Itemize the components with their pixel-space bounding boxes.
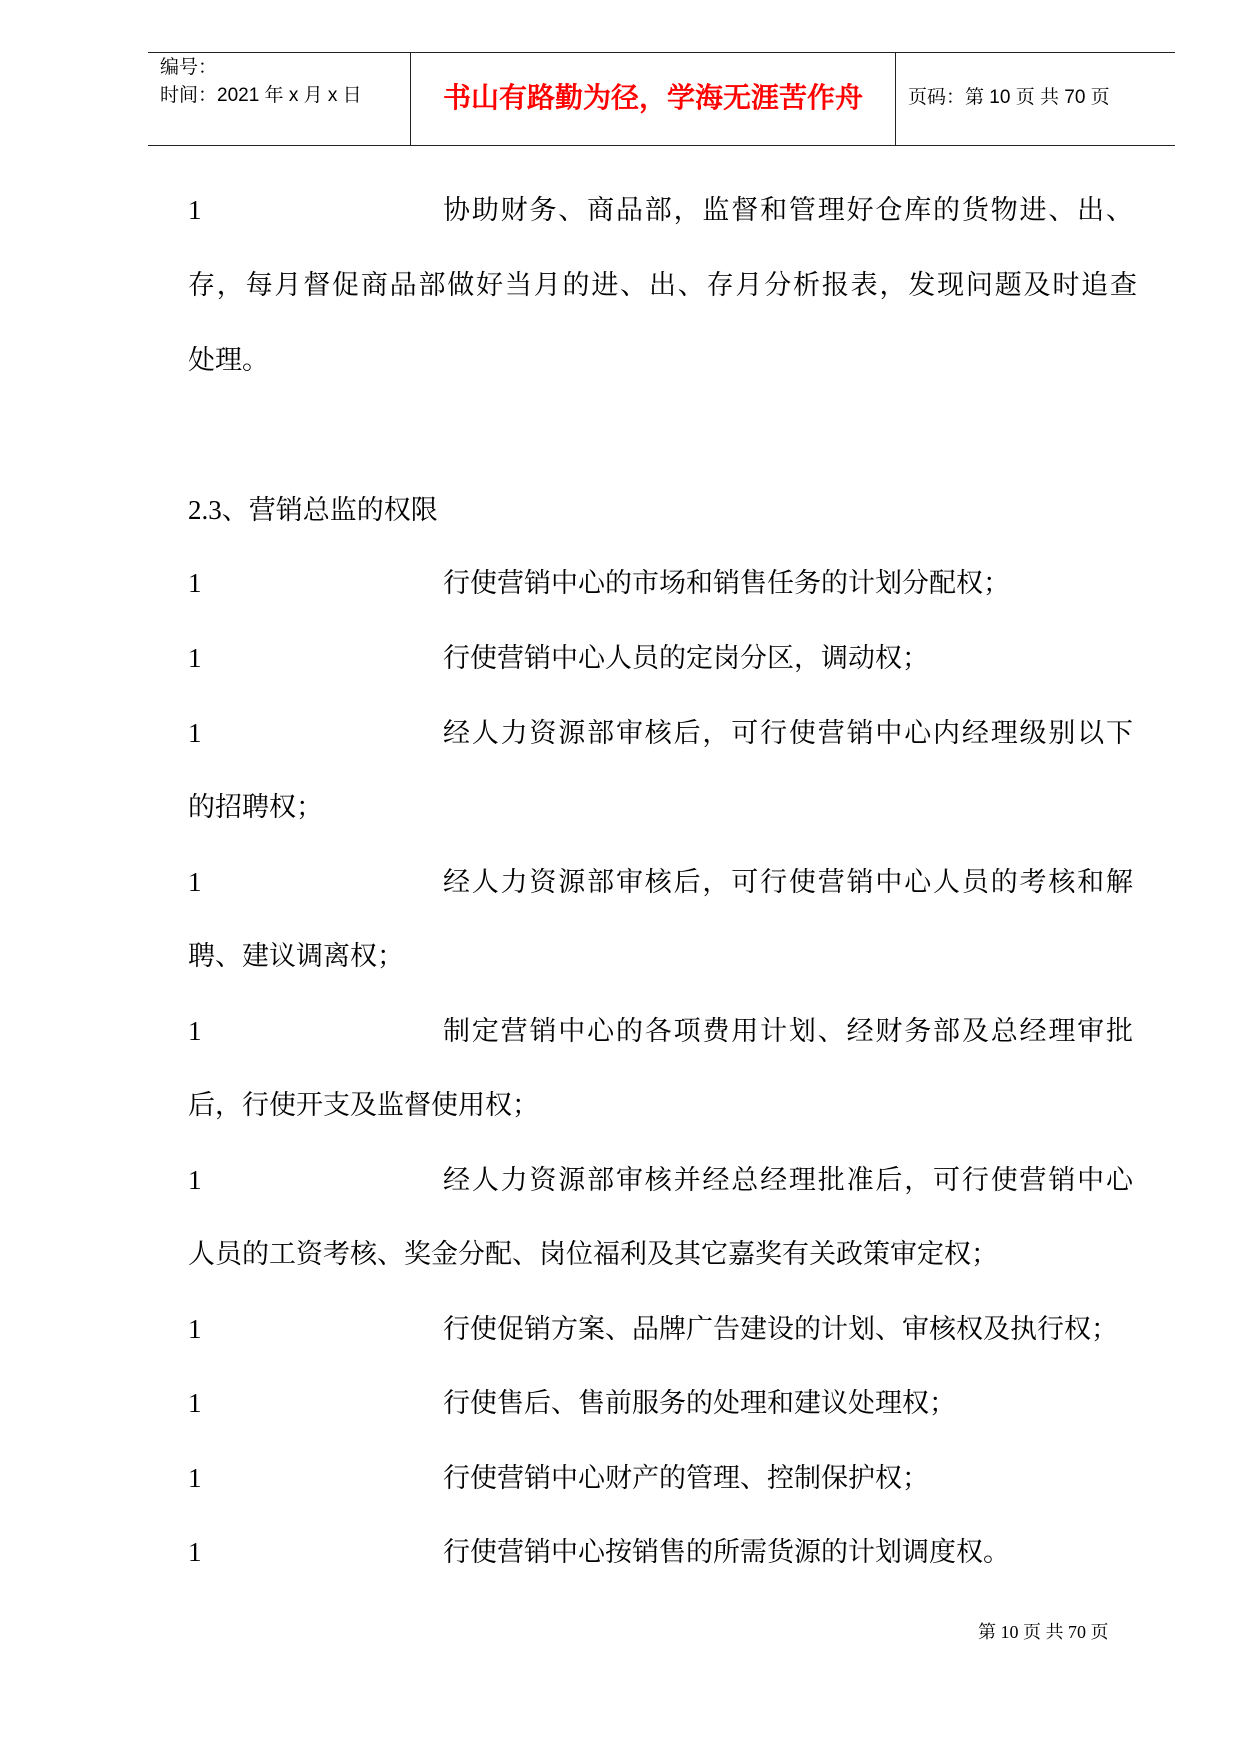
list-item-text: 经人力资源部审核并经总经理批准后，可行使营销中心 bbox=[443, 1165, 1133, 1195]
list-bullet: 1 bbox=[188, 718, 202, 748]
list-item-text: 行使营销中心财产的管理、控制保护权； bbox=[443, 1463, 929, 1493]
list-item-text: 制定营销中心的各项费用计划、经财务部及总经理审批 bbox=[443, 1016, 1133, 1046]
header-motto: 书山有路勤为径，学海无涯苦作舟 bbox=[442, 82, 863, 113]
list-bullet: 1 bbox=[188, 1314, 202, 1344]
list-item-text: 后，行使开支及监督使用权； bbox=[188, 1090, 539, 1120]
list-item-text: 行使营销中心按销售的所需货源的计划调度权。 bbox=[443, 1537, 1010, 1567]
list-item-text: 行使促销方案、品牌广告建设的计划、审核权及执行权； bbox=[443, 1314, 1118, 1344]
list-item-text: 聘、建议调离权； bbox=[188, 941, 404, 971]
list-bullet: 1 bbox=[188, 1537, 202, 1567]
header-top-rule bbox=[148, 52, 1175, 53]
list-bullet: 1 bbox=[188, 1388, 202, 1418]
list-item-text: 行使营销中心人员的定岗分区，调动权； bbox=[443, 643, 929, 673]
list-item-text: 人员的工资考核、奖金分配、岗位福利及其它嘉奖有关政策审定权； bbox=[188, 1239, 998, 1269]
header-divider-right bbox=[895, 52, 896, 145]
list-item-text: 的招聘权； bbox=[188, 792, 323, 822]
list-bullet: 1 bbox=[188, 1165, 202, 1195]
header-bottom-rule bbox=[148, 145, 1175, 146]
header-page-number: 页码：第 10 页 共 70 页 bbox=[908, 87, 1110, 108]
list-bullet: 1 bbox=[188, 643, 202, 673]
list-bullet: 1 bbox=[188, 1016, 202, 1046]
section-heading: 2.3、营销总监的权限 bbox=[188, 495, 438, 525]
list-item-text: 经人力资源部审核后，可行使营销中心内经理级别以下 bbox=[443, 718, 1133, 748]
header-left-cell bbox=[160, 54, 362, 110]
paragraph-line: 处理。 bbox=[188, 345, 269, 375]
list-item-text: 行使营销中心的市场和销售任务的计划分配权； bbox=[443, 568, 1010, 598]
paragraph-line: 协助财务、商品部，监督和管理好仓库的货物进、出、 bbox=[443, 195, 1133, 225]
document-time-label: 时间：2021 年 x 月 x 日 bbox=[160, 85, 362, 106]
list-item-text: 行使售后、售前服务的处理和建议处理权； bbox=[443, 1388, 956, 1418]
list-bullet: 1 bbox=[188, 568, 202, 598]
document-number-label: 编号： bbox=[160, 57, 218, 78]
list-bullet: 1 bbox=[188, 1463, 202, 1493]
list-bullet: 1 bbox=[188, 195, 202, 225]
list-bullet: 1 bbox=[188, 867, 202, 897]
header-divider-left bbox=[410, 52, 411, 145]
paragraph-line: 存，每月督促商品部做好当月的进、出、存月分析报表，发现问题及时追查 bbox=[188, 270, 1137, 300]
list-item-text: 经人力资源部审核后，可行使营销中心人员的考核和解 bbox=[443, 867, 1133, 897]
page-footer-number: 第 10 页 共 70 页 bbox=[978, 1622, 1109, 1642]
